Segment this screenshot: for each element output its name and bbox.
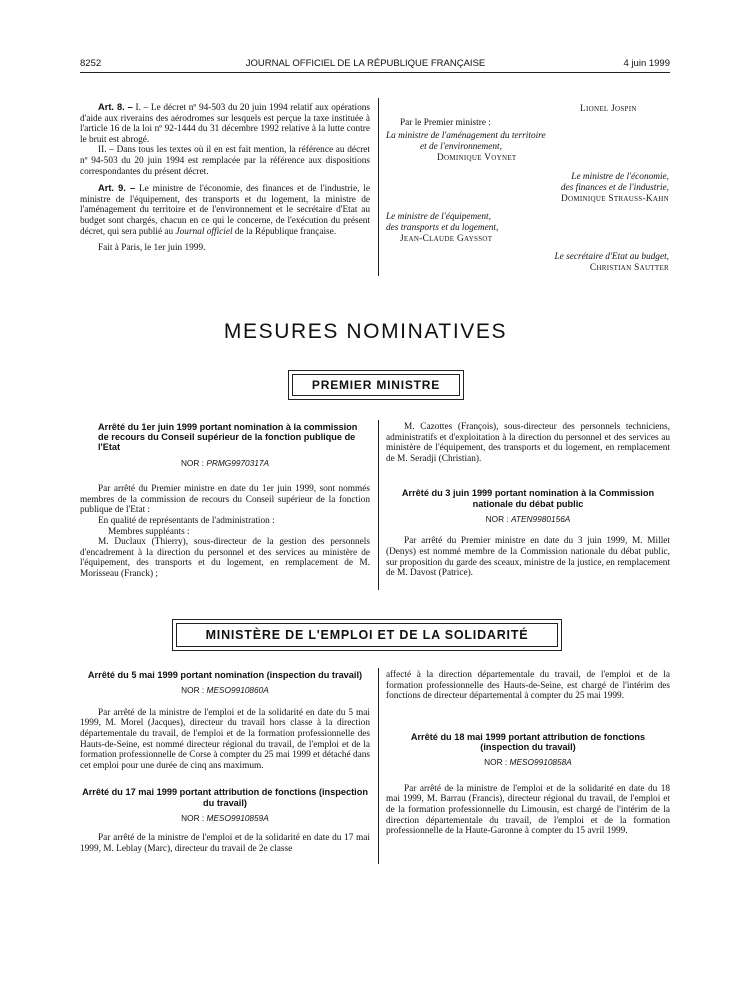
sig2-name: Dominique Strauss-Kahn [560, 194, 669, 204]
arrete-b1-p1: Par arrêté de la ministre de l'emploi et de la solidarité en date du 5 mai 1999, M. Morel (Jacques), directeur du travail hors classe à la direction départementale du travail, de l'emploi et de la formation professionnelle des Hauts-de-Seine, est nommé directeur régional du travail, de l'emploi et de la formation professionnelle de Corse à compter du 25 mai 1999 et détaché dans cet emploi pour une durée de cinq ans maximum. [80, 707, 370, 771]
emploi-left-column [80, 670, 370, 855]
arrete-b3-title: Arrêté du 18 mai 1999 portant attribution de fonctions (inspection du travail) [410, 731, 646, 752]
pm-signature: Lionel Jospin [580, 104, 637, 114]
sig4-name: Christian Sautter [589, 263, 669, 273]
arrete-1-p1: Par arrêté du Premier ministre en date du 1er juin 1999, sont nommés membres de la commission de recours du Conseil supérieur de la fonction publique de l'Etat : [80, 484, 370, 516]
arrete-1-title: Arrêté du 1er juin 1999 portant nomination à la commission de recours du Conseil supérieur de la fonction publique de l'Etat [98, 422, 358, 453]
column-divider-3 [378, 668, 379, 864]
pm-right-column [386, 422, 670, 579]
arrete-b3-p1: Par arrêté de la ministre de l'emploi et de la solidarité en date du 18 mai 1999, M. Barrau (Francis), directeur régional du travail, de l'emploi et de la formation professionnelle du Limousin, est chargé de l'intérim de la direction départementale du travail, de l'emploi et de la formation professionnelle de la Haute-Garonne à compter du 15 avril 1999. [386, 783, 670, 837]
column-divider-2 [378, 420, 379, 590]
page-number: 8252 [80, 58, 102, 69]
premier-ministre-box [288, 370, 464, 400]
arrete-1-p5: M. Cazottes (François), sous-directeur des personnels techniciens, administratifs et d'exploitation à la direction du personnel et des services au ministère de l'équipement, des transports et du logement, en remplacement de M. Seradji (Christian). [386, 422, 670, 464]
header-rule [80, 72, 670, 73]
arrete-1-p3: Membres suppléants : [108, 526, 190, 537]
journal-title: JOURNAL OFFICIEL DE LA RÉPUBLIQUE FRANÇAISE [245, 58, 486, 69]
section-title: MESURES NOMINATIVES [223, 320, 508, 343]
arrete-1-p2: En qualité de représentants de l'administration : [98, 515, 275, 526]
arrete-b2-title: Arrêté du 17 mai 1999 portant attribution de fonctions (inspection du travail) [82, 787, 368, 808]
arrete-2-title: Arrêté du 3 juin 1999 portant nomination à la Commission nationale du débat public [401, 488, 655, 509]
par-premier-ministre: Par le Premier ministre : [400, 118, 491, 128]
arrete-1-p4: M. Duclaux (Thierry), sous-directeur de la gestion des personnels d'encadrement à la direction du personnel et des services au ministère de l'équipement, des transports et du logement, en remplacement de M. Morisseau (Franck) ; [80, 537, 370, 579]
sig1-name: Dominique Voynet [437, 153, 517, 163]
arrete-1-nor: NOR : PRMG9970317A [180, 457, 270, 468]
decree-articles [80, 102, 370, 254]
emploi-box [172, 619, 562, 651]
sig2-title-2: des finances et de l'industrie, [560, 183, 669, 193]
sig1-title-2: et de l'environnement, [420, 142, 502, 152]
column-divider [378, 98, 379, 276]
sig3-name: Jean-Claude Gayssot [400, 234, 493, 244]
sig1-title-1: La ministre de l'aménagement du territoire [386, 131, 546, 141]
arrete-b3-nor: NOR : MESO9910858A [484, 757, 572, 768]
sig4-title: Le secrétaire d'Etat au budget, [554, 252, 669, 262]
article-8-ii: II. – Dans tous les textes où il en est fait mention, la référence au décret nº 94-503 du 20 juin 1994 est remplacée par la référence aux dispositions correspondantes du présent décret. [80, 145, 370, 177]
article-8: Art. 8. – I. – Le décret nº 94-503 du 20 juin 1994 relatif aux opérations d'aide aux riverains des aérodromes sur lesquels est perçue la taxe instituée à l'article 16 de la loi nº 92-1444 du 31 décembre 1992 relative à la lutte contre le bruit est abrogé. [80, 102, 370, 145]
arrete-2-nor: NOR : ATEN9980156A [485, 513, 571, 524]
sig2-title-1: Le ministre de l'économie, [571, 172, 669, 182]
arrete-b2-continued: affecté à la direction départementale du travail, de l'emploi et de la formation professionnelle des Hauts-de-Seine, est chargé de l'intérim des fonctions de directeur départemental à compter du 25 mai 1999. [386, 670, 670, 702]
arrete-b2-p1: Par arrêté de la ministre de l'emploi et de la solidarité en date du 17 mai 1999, M. Leblay (Marc), directeur du travail de 2e classe [80, 833, 370, 854]
sig3-title-1: Le ministre de l'équipement, [386, 212, 491, 222]
article-9: Art. 9. – Le ministre de l'économie, des finances et de l'industrie, le ministre de l'équipement, des transports et du logement, la ministre de l'aménagement du territoire et de l'environnement et le secrétaire d'Etat au budget sont chargés, chacun en ce qui le concerne, de l'exécution du présent décret, qui sera publié au Journal officiel de la République française. [80, 183, 370, 237]
emploi-right-column [386, 670, 670, 837]
emploi-heading: MINISTÈRE DE L'EMPLOI ET DE LA SOLIDARITÉ [176, 623, 558, 647]
arrete-2-p1: Par arrêté du Premier ministre en date du 3 juin 1999, M. Millet (Denys) est nommé membre de la Commission nationale du débat public, sur proposition du garde des sceaux, ministre de la justice, en remplacement de M. Davost (Patrice). [386, 536, 670, 579]
arrete-b1-nor: NOR : MESO9910860A [181, 685, 269, 696]
fait-a-paris: Fait à Paris, le 1er juin 1999. [98, 243, 206, 254]
arrete-b1-title: Arrêté du 5 mai 1999 portant nomination (inspection du travail) [87, 670, 363, 680]
page-date: 4 juin 1999 [623, 58, 670, 69]
arrete-b2-nor: NOR : MESO9910859A [181, 812, 269, 823]
pm-left-column [80, 422, 370, 580]
sig3-title-2: des transports et du logement, [386, 223, 499, 233]
premier-ministre-heading: PREMIER MINISTRE [292, 374, 460, 396]
